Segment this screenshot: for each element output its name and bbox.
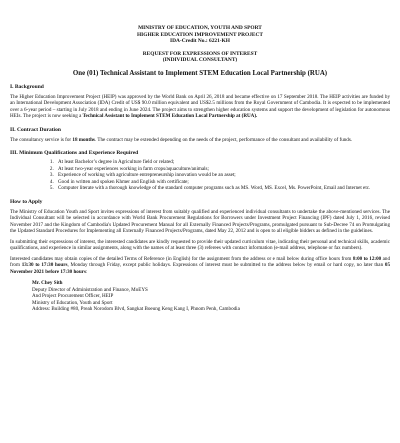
background-text-bold: Technical Assistant to Implement STEM Education Local Partnership at (RUA). [82, 113, 258, 120]
project-name: HIGHER EDUCATION IMPROVEMENT PROJECT [136, 31, 264, 38]
qualifications-heading: III. Minimum Qualifications and Experience Required [10, 150, 139, 157]
contact-line-3: Ministry of Education, Youth and Sport [32, 299, 113, 306]
contact-block [10, 280, 390, 313]
contract-text-post: . The contract may be extended depending on the needs of the project, performance of the consultant and availability of funds. [94, 136, 353, 143]
list-item: 3. Experience of working with agriculture entrepreneurship innovation would be an asset; [55, 172, 390, 179]
contact-line-4: Address: Building #80, Preah Norodom Blvd, Sangkat Boeung Keng Kang I, Phnom Penh, Cambodia [32, 306, 240, 313]
list-item: 4. Good in written and spoken Khmer and English with certificate; [55, 179, 390, 186]
office-hours-morning: 8:00 to 12:00 [352, 255, 382, 262]
apply-paragraph-1: The Ministry of Education Youth and Sport invites expressions of interest from suitably qualified and experienced individual consultants to undertake the above-mentioned services. The Individual Consultant will be selected in accordance with World Bank Procurement Regulations for Borrowers under Investment Project Financing (IPF) dated July 1, 2016, revised November 2017 and the Kingdom of Cambodia's Updated Procurement Manual for all Externally Financed Projects/Programs, promulgated pursuant to Sub-Decree 74 on Promulgating the Updated Standard Procedures for Implementing all Externally Financed Projects/Programs, dated May 22, 2012 and is open to all eligible bidders as defined in the guidelines. [10, 208, 390, 235]
contract-text-pre: The consultancy service is for [10, 136, 73, 143]
contract-heading: II. Contract Duration [10, 126, 61, 133]
list-item: 5. Computer literate with a thorough knowledge of the standard computer programs such as MS. Word, MS. Excel, Ms. PowerPoint, Email and Internet etc. [55, 185, 390, 192]
document-title: One (01) Technical Assistant to Implement STEM Education Local Partnership (RUA) [72, 69, 328, 77]
apply-text-a: Interested candidates may obtain copies of the detailed Terms of Reference (in English) for the assignment from the address or e mail below during office hours from [10, 255, 353, 262]
background-heading: I. Background [10, 83, 44, 90]
apply-text-c: , Monday through Friday, except public holidays. Expressions of interest must be submitted to the address below by email or hard copy, no later than [67, 262, 385, 269]
contact-line-1: Deputy Director of Administration and Finance, MoEYS [32, 286, 148, 293]
apply-heading: How to Apply [10, 198, 43, 205]
contract-paragraph [10, 137, 390, 144]
credit-number: IDA-Credit No.: 6221-KH [170, 38, 230, 45]
contract-duration: 18 months [72, 136, 95, 143]
contact-name: Mr. Chey Sith [32, 280, 63, 287]
document-header [10, 0, 390, 45]
office-hours-afternoon: 13:30 to 17:30 hours [21, 262, 68, 269]
list-item: 1. At least Bachelor’s degree in Agriculture field or related; [55, 159, 390, 166]
request-line-2: (INDIVIDUAL CONSULTANT) [162, 57, 238, 64]
request-heading [10, 51, 390, 64]
qualifications-list [10, 159, 390, 192]
background-paragraph [10, 94, 390, 120]
apply-paragraph-3 [10, 256, 390, 276]
apply-text-d: : [85, 268, 88, 275]
apply-paragraph-2: In submitting their expressions of interest, the interested candidates are kindly requested to provide their updated curriculum vitae, indicating their personal and technical skills, academic qualifications, and experience in similar assignments, along with the names of at least three (3) referees with contact information (e-mail address, telephone or fax numbers). [10, 238, 390, 252]
request-line-1: REQUEST FOR EXPRESSIONS OF INTEREST [142, 50, 258, 57]
background-text: The Higher Education Improvement Project (HEIP) was approved by the World Bank on April 26, 2018 and became effective on 17 September 2018. The HEIP activities are funded by an International Development Association (IDA) Credit of US$ 90.0 million equivalent and US$2.5 millions from the Royal Government of Cambodia. It is expected to be implemented over a 6-year period – starting in July 2018 and ending in June 2024. The project aims to strengthen higher education systems and support the development of legislation for autonomous HEIs. The project is now seeking a [10, 93, 390, 120]
contact-line-2: And Project Procurement Officer, HEIP [32, 293, 114, 300]
ministry-name: MINISTRY OF EDUCATION, YOUTH AND SPORT [138, 25, 262, 31]
list-item: 2. At least two-year experiences working in farm crops/aquaculture/animals; [55, 166, 390, 173]
apply-text-b: and from [10, 255, 390, 269]
submission-deadline: 05 November 2021 before 17:30 hours [10, 262, 390, 275]
